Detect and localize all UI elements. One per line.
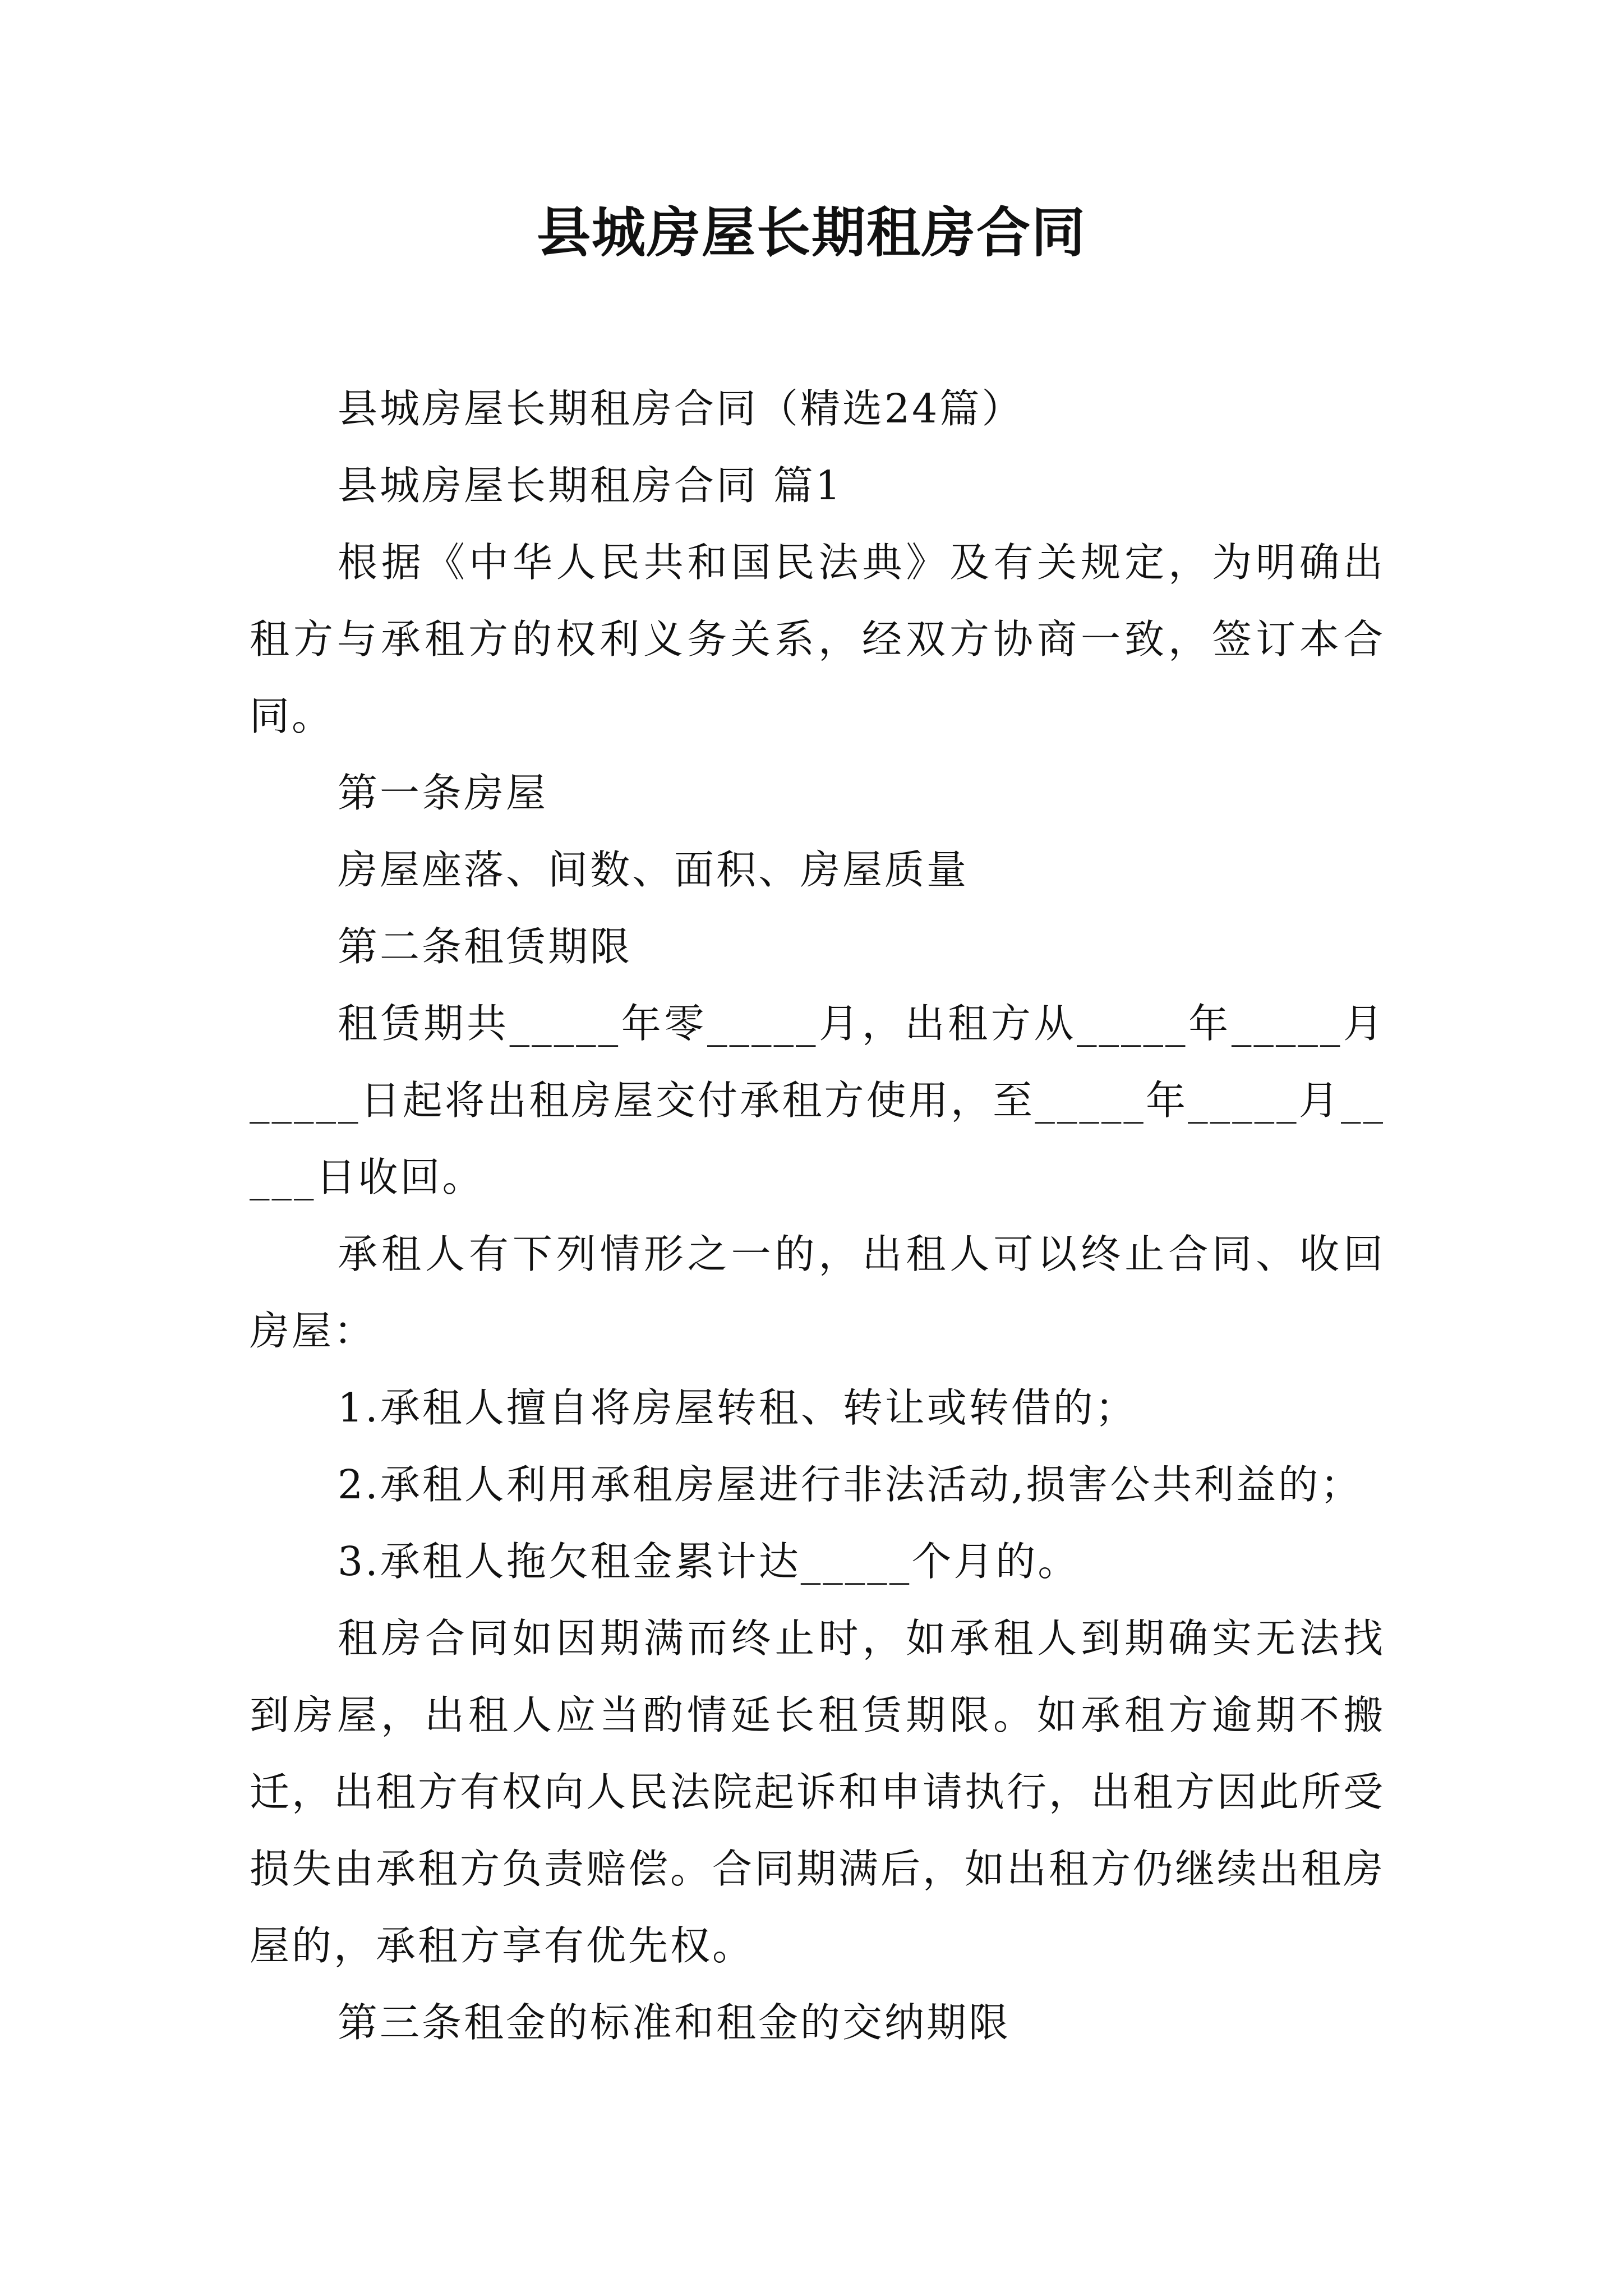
termination-paragraph: 承租人有下列情形之一的，出租人可以终止合同、收回房屋： [250,1231,1385,1354]
lease-term-paragraph: 租赁期共_____年零_____月，出租方从_____年_____月_____日起将出租房屋交付承租方使用，至_____年_____月_____日收回。 [250,1000,1385,1200]
article-1-heading: 第一条房屋 [338,770,548,816]
termination-item-1: 1.承租人擅自将房屋转租、转让或转借的； [338,1384,1137,1431]
termination-item-3: 3.承租人拖欠租金累计达_____个月的。 [338,1538,1080,1585]
document-body [250,370,1385,2061]
article-3-heading: 第三条租金的标准和租金的交纳期限 [338,1999,1011,2046]
article-1-text: 房屋座落、间数、面积、房屋质量 [338,846,969,893]
article-2-heading: 第二条租赁期限 [338,923,633,970]
section-heading-1: 县城房屋长期租房合同 篇1 [338,462,843,509]
intro-paragraph: 根据《中华人民共和国民法典》及有关规定，为明确出租方与承租方的权利义务关系，经双方协商一致，签订本合同。 [250,539,1385,739]
expiry-paragraph: 租房合同如因期满而终止时，如承租人到期确实无法找到房屋，出租人应当酌情延长租赁期限。如承租方逾期不搬迁，出租方有权向人民法院起诉和申请执行，出租方因此所受损失由承租方负责赔偿。合同期满后，如出租方仍继续出租房屋的，承租方享有优先权。 [250,1615,1386,1969]
termination-item-2: 2.承租人利用承租房屋进行非法活动,损害公共利益的； [338,1461,1363,1508]
document-title: 县城房屋长期租房合同 [537,201,1086,264]
subtitle-paragraph: 县城房屋长期租房合同（精选24篇） [338,385,1024,432]
